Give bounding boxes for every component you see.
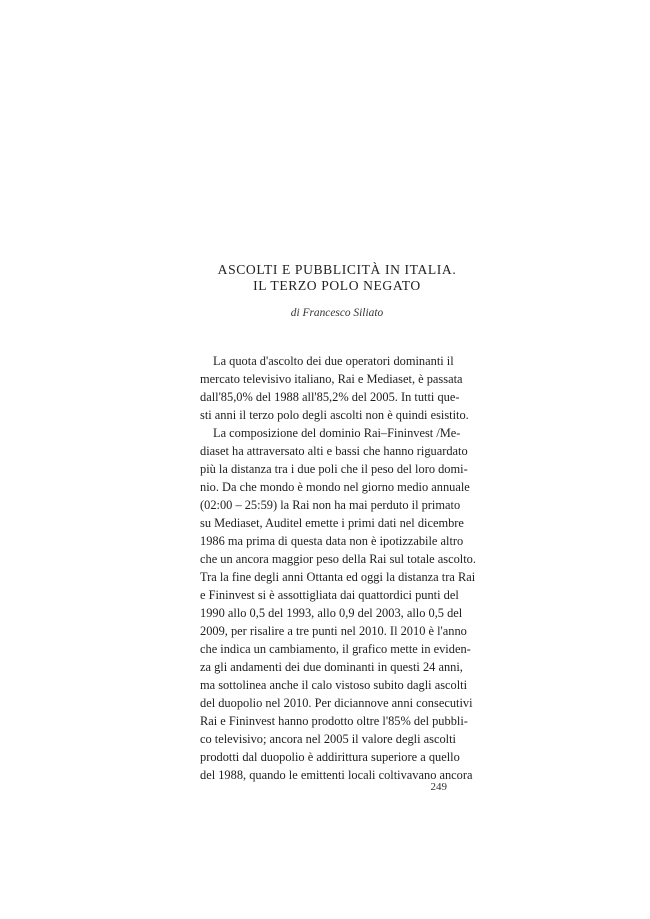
- body-line: del duopolio nel 2010. Per diciannove anni consecutivi: [200, 696, 473, 710]
- page-number: 249: [430, 781, 447, 793]
- body-line: diaset ha attraversato alti e bassi che hanno riguardato: [200, 444, 468, 458]
- body-line: 1990 allo 0,5 del 1993, allo 0,9 del 2003, allo 0,5 del: [200, 606, 463, 620]
- article-title-line-2: IL TERZO POLO NEGATO: [253, 278, 421, 293]
- body-line: del 1988, quando le emittenti locali coltivavano ancora: [200, 768, 473, 782]
- body-line: La quota d'ascolto dei due operatori dominanti il: [213, 354, 454, 368]
- body-line: sti anni il terzo polo degli ascolti non è quindi esistito.: [200, 408, 469, 422]
- body-line: che un ancora maggior peso della Rai sul totale ascolto.: [200, 552, 476, 566]
- article-title-line-1: ASCOLTI E PUBBLICITÀ IN ITALIA.: [217, 262, 457, 277]
- body-line: ma sottolinea anche il calo vistoso subito dagli ascolti: [200, 678, 468, 692]
- body-line: co televisivo; ancora nel 2005 il valore degli ascolti: [200, 732, 456, 746]
- body-line: che indica un cambiamento, il grafico mette in eviden-: [200, 642, 471, 656]
- body-line: za gli andamenti dei due dominanti in questi 24 anni,: [200, 660, 463, 674]
- body-line: 2009, per risalire a tre punti nel 2010. Il 2010 è l'anno: [200, 624, 467, 638]
- body-line: dall'85,0% del 1988 all'85,2% del 2005. In tutti que-: [200, 390, 460, 404]
- body-line: prodotti dal duopolio è addirittura superiore a quello: [200, 750, 460, 764]
- article-author: di Francesco Siliato: [290, 307, 384, 319]
- body-line: su Mediaset, Auditel emette i primi dati nel dicembre: [200, 516, 464, 530]
- body-line: e Fininvest si è assottigliata dai quattordici punti del: [200, 588, 459, 602]
- body-line: più la distanza tra i due poli che il peso del loro domi-: [200, 462, 468, 476]
- body-line: mercato televisivo italiano, Rai e Mediaset, è passata: [200, 372, 463, 386]
- body-line: (02:00 – 25:59) la Rai non ha mai perduto il primato: [200, 498, 461, 512]
- body-line: Rai e Fininvest hanno prodotto oltre l'85% del pubbli-: [200, 714, 468, 728]
- body-line: 1986 ma prima di questa data non è ipotizzabile altro: [200, 534, 464, 548]
- body-line: La composizione del dominio Rai–Fininvest /Me-: [213, 426, 461, 440]
- body-line: Tra la fine degli anni Ottanta ed oggi la distanza tra Rai: [200, 570, 476, 584]
- body-line: nio. Da che mondo è mondo nel giorno medio annuale: [200, 480, 470, 494]
